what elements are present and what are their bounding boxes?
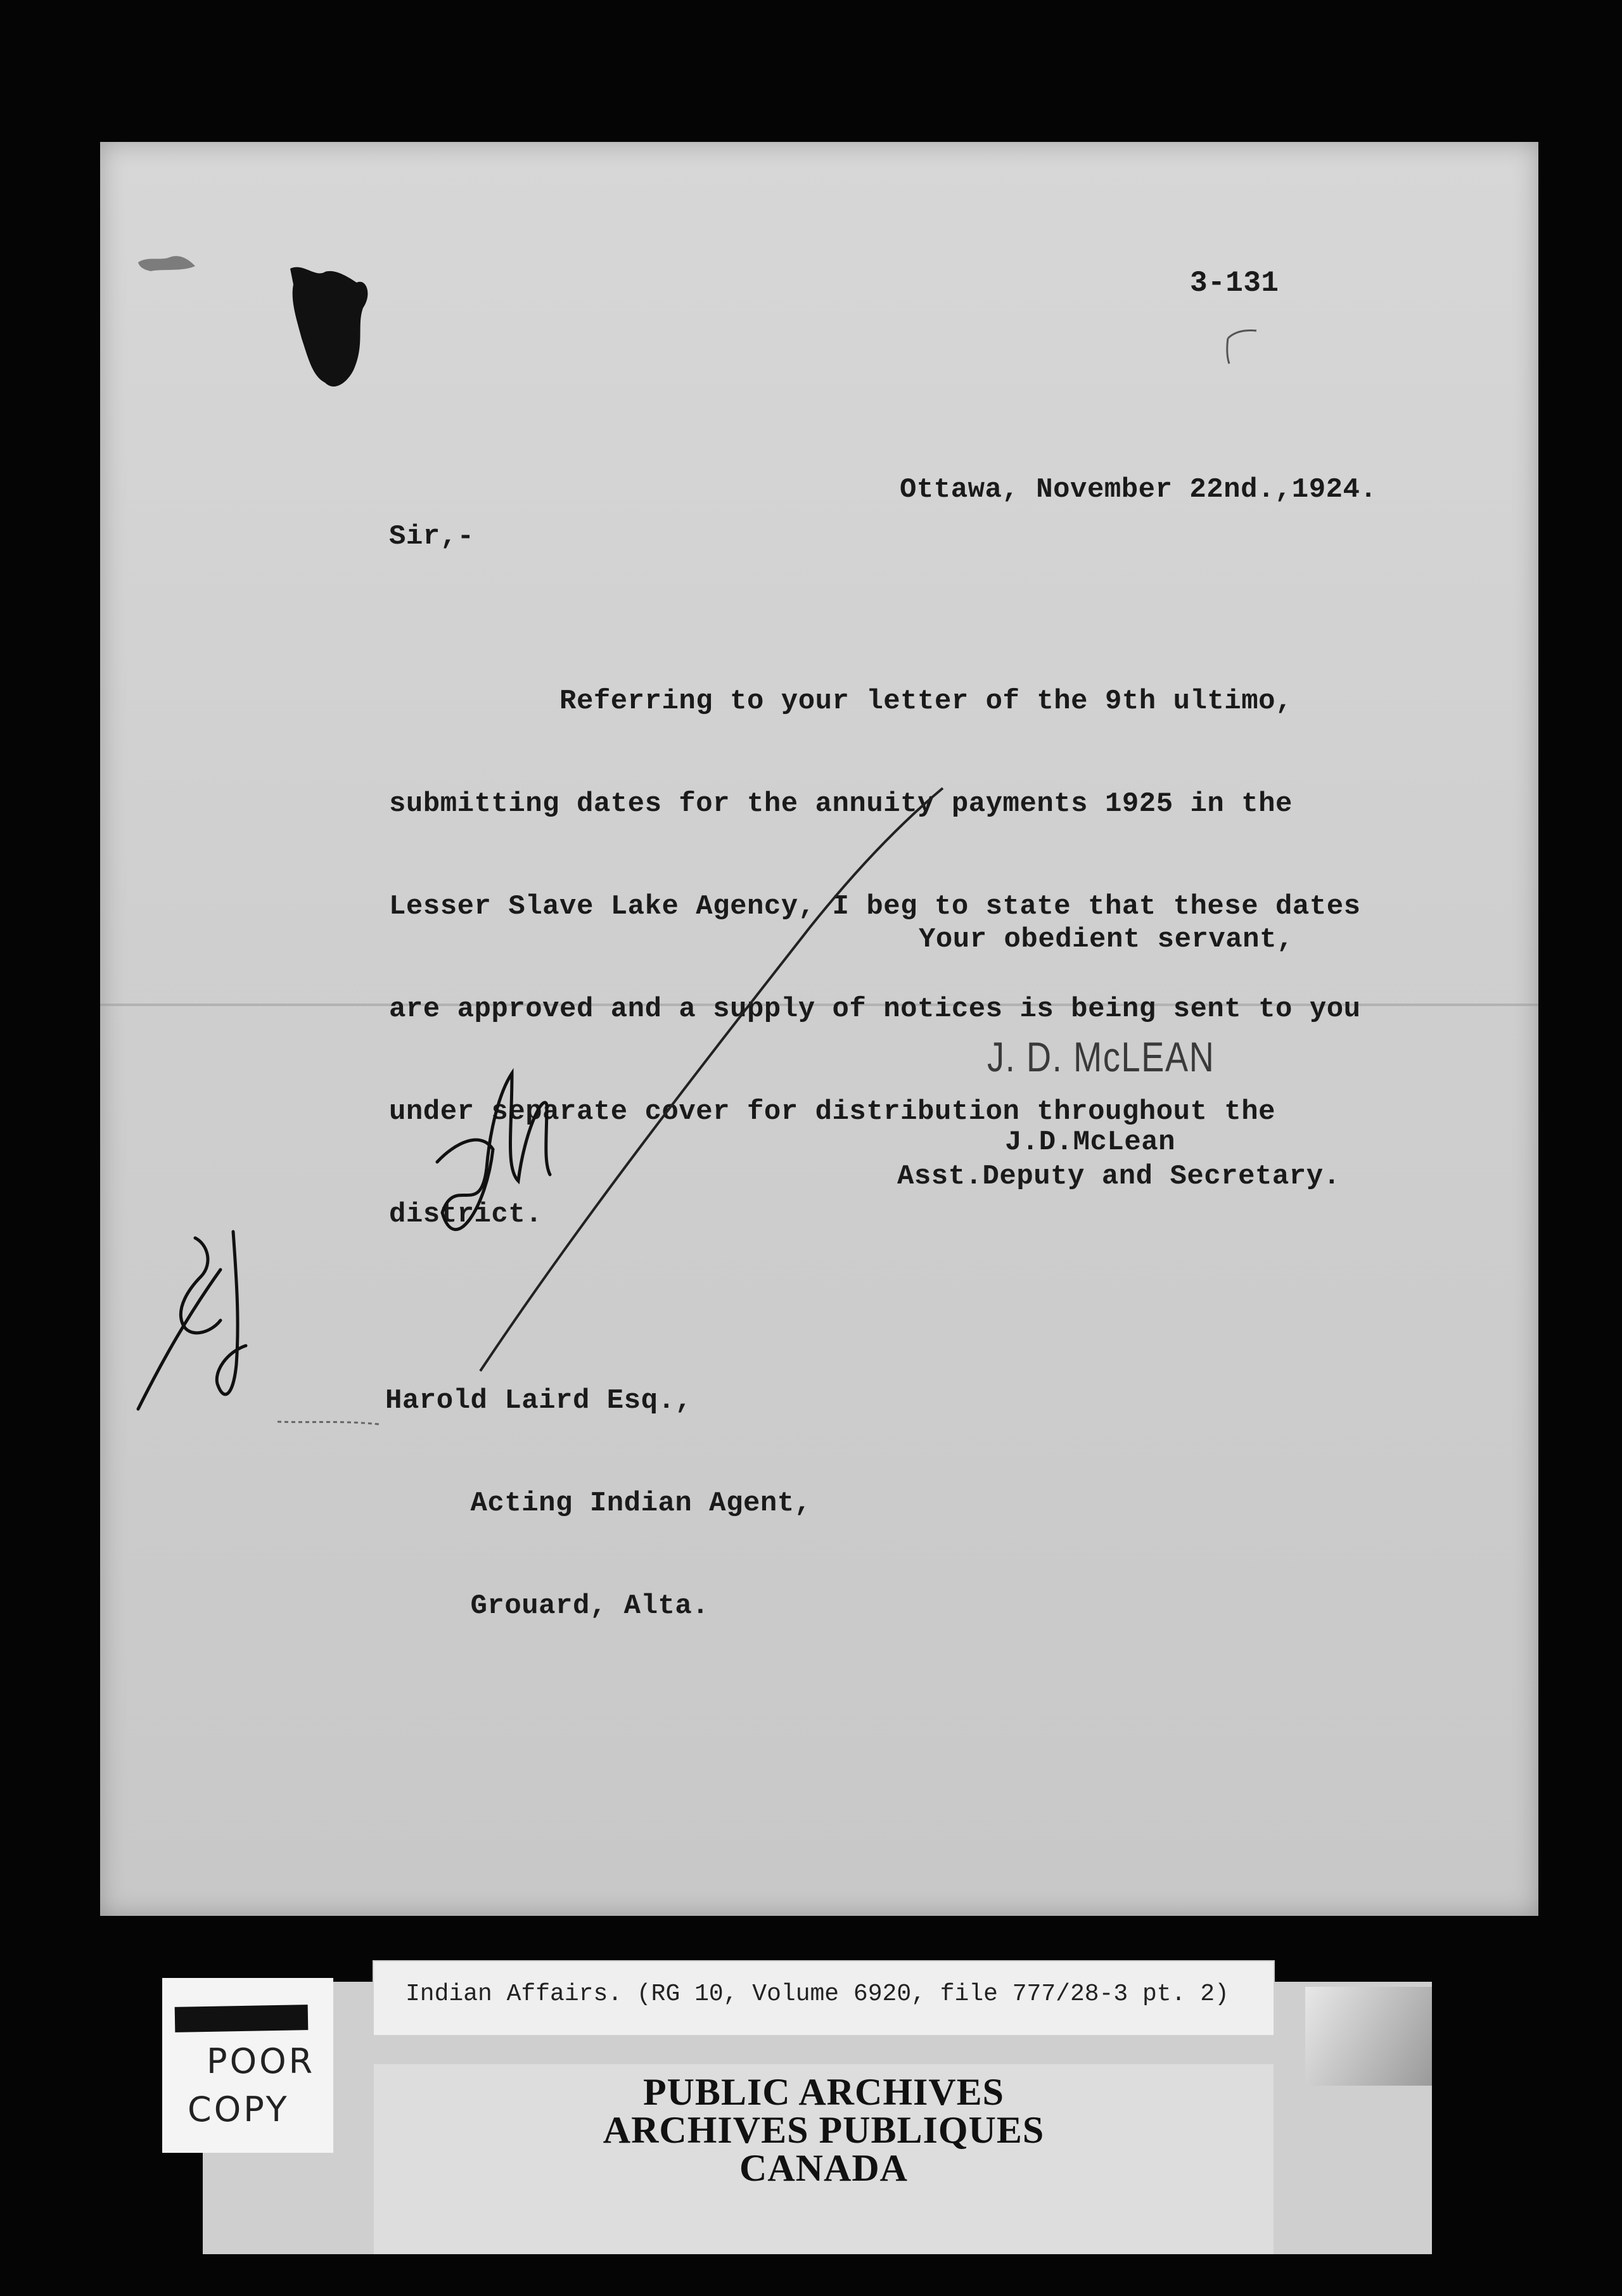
name-stamp: J. D. McLEAN [987, 1033, 1215, 1080]
addressee-line: Acting Indian Agent, [385, 1488, 812, 1519]
archives-line: ARCHIVES PUBLIQUES [603, 2109, 1045, 2151]
addressee-line: Harold Laird Esq., [385, 1385, 693, 1417]
addressee-line: Grouard, Alta. [385, 1590, 710, 1622]
pencil-tick [1227, 331, 1256, 364]
signatory-name: J.D.McLean [1005, 1126, 1176, 1158]
body-line: district. [389, 1199, 543, 1230]
note-line: POOR [207, 2041, 316, 2081]
handwriting-overlay [100, 142, 1538, 1916]
note-line: COPY [188, 2089, 290, 2129]
signatory-title: Asst.Deputy and Secretary. [897, 1161, 1341, 1192]
archives-line: PUBLIC ARCHIVES [642, 2071, 1005, 2113]
archive-reference-label [373, 1960, 1275, 2036]
poor-copy-note [162, 1978, 333, 2153]
archives-line: CANADA [739, 2147, 908, 2189]
archive-reference-text: Indian Affairs. (RG 10, Volume 6920, file 777/28-3 pt. 2) [406, 1980, 1229, 2008]
small-pen-mark [278, 1422, 379, 1424]
initials-jdm [437, 1073, 550, 1230]
diagonal-pen-stroke [480, 788, 943, 1371]
body-line: under separate cover for distribution throughout the [389, 1096, 1276, 1128]
body-line: are approved and a supply of notices is being sent to you [389, 993, 1361, 1025]
ink-blot [290, 267, 367, 387]
date-line: Ottawa, November 22nd.,1924. [900, 474, 1377, 506]
curled-paper-corner [1305, 1987, 1432, 2086]
body-line: Lesser Slave Lake Agency, I beg to state that these dates [389, 891, 1361, 922]
letter-page [100, 142, 1538, 1916]
closing-line: Your obedient servant, [919, 924, 1294, 955]
body-line: Referring to your letter of the 9th ultimo, [389, 686, 1293, 717]
paper-mark [138, 256, 195, 271]
salutation: Sir,- [389, 521, 475, 552]
file-number: 3-131 [1190, 267, 1279, 300]
body-line: submitting dates for the annuity payments 1925 in the [389, 788, 1293, 820]
redaction-bar [175, 2005, 309, 2032]
archives-stamp [374, 2064, 1274, 2254]
initials-ej [138, 1232, 246, 1409]
